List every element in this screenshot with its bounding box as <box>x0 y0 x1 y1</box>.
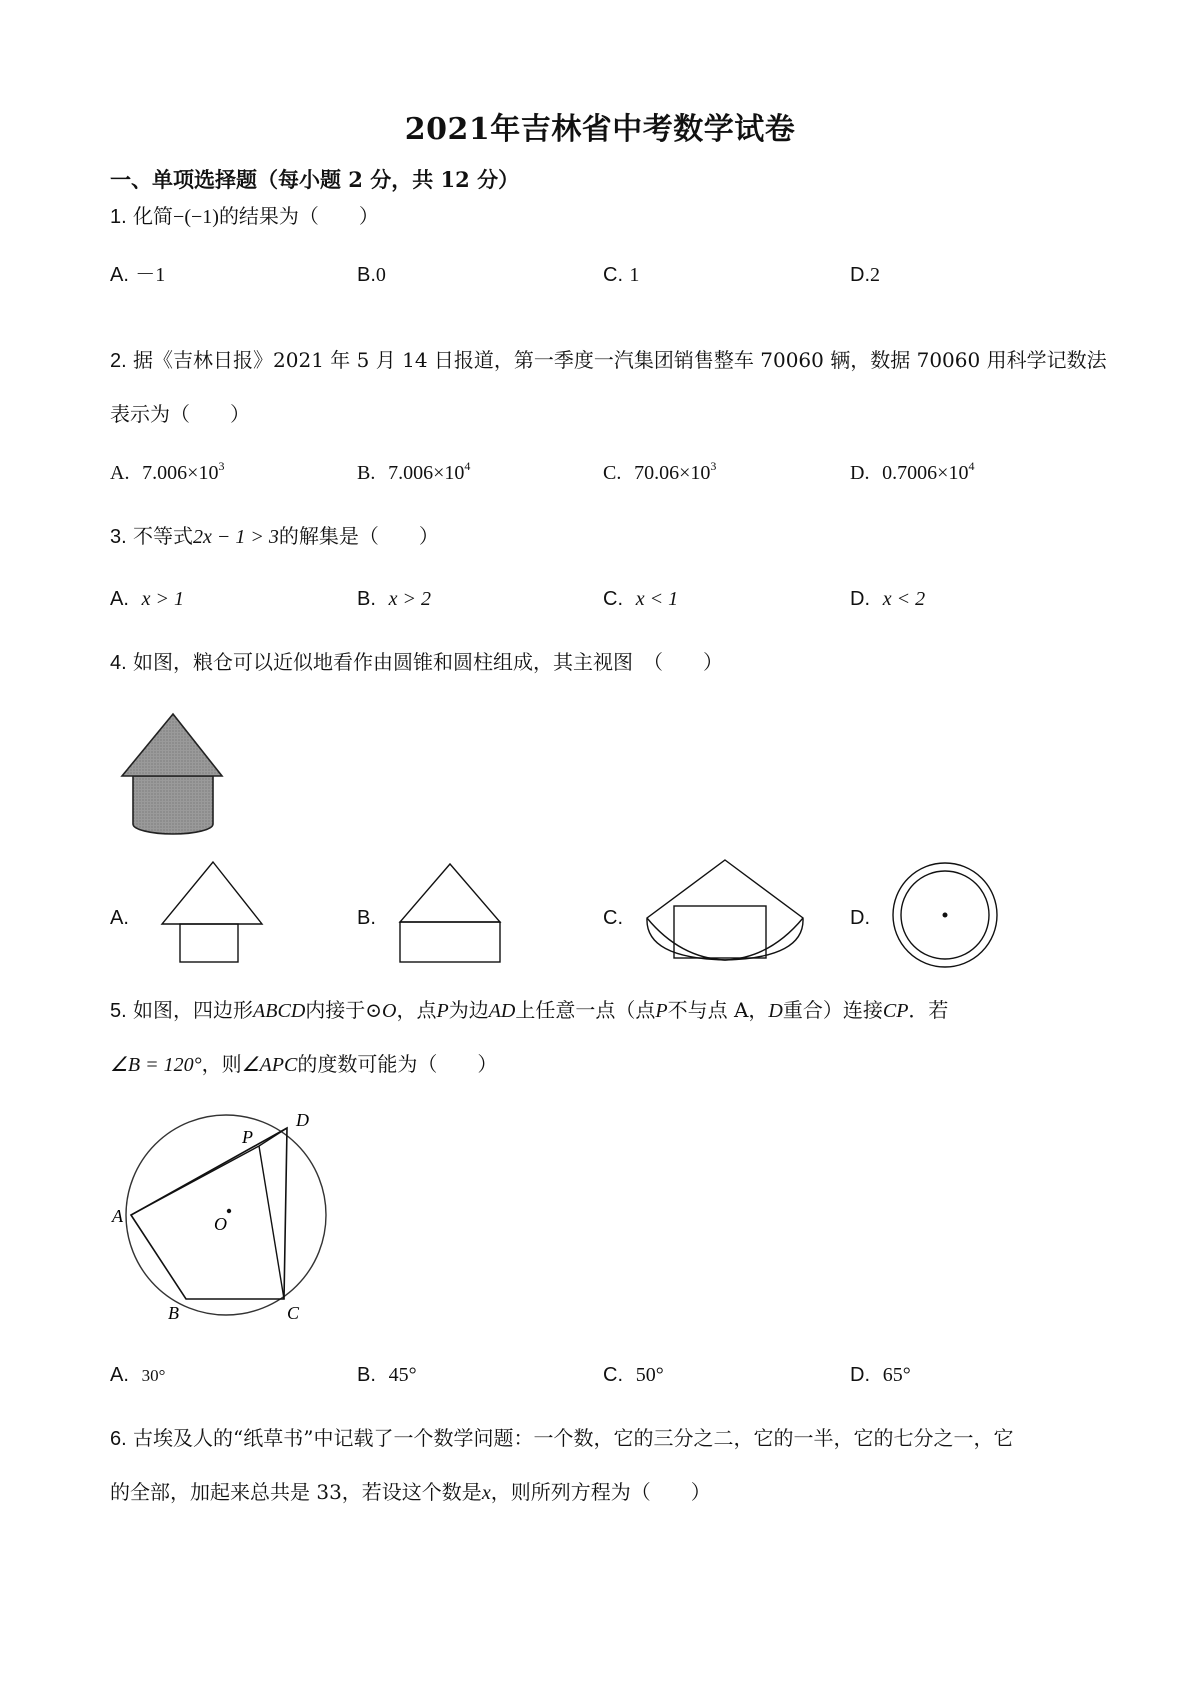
option-value: x > 1 <box>141 588 184 610</box>
option-label: D. <box>850 588 870 610</box>
question-text: ．若 <box>908 998 949 1022</box>
option-label: B. <box>357 462 376 484</box>
question-5 <box>110 1000 948 1021</box>
question-6 <box>110 1428 1014 1449</box>
option-exponent: 3 <box>710 459 717 473</box>
option-value: 65° <box>882 1364 911 1386</box>
math-expression: D <box>768 1000 783 1022</box>
question-text: 的度数可能为（ ） <box>297 1052 498 1076</box>
option-exponent: 4 <box>968 459 975 473</box>
question-text: 的结果为（ ） <box>218 204 379 228</box>
question-number: 1. <box>110 206 127 228</box>
cone-roof <box>122 714 222 776</box>
option-b[interactable] <box>357 1364 417 1385</box>
option-d[interactable] <box>850 588 925 609</box>
question-text: ，则所列方程为（ ） <box>490 1480 711 1504</box>
question-number: 3. <box>110 526 127 548</box>
option-value: 7.006×10 <box>388 462 465 484</box>
option-c[interactable] <box>603 459 717 484</box>
math-expression: 2x − 1 > 3 <box>193 526 279 548</box>
question-text: 上任意一点（点 <box>515 998 656 1022</box>
option-c[interactable] <box>603 1364 664 1385</box>
option-c[interactable] <box>603 908 623 928</box>
question-text: 古埃及人的“纸草书”中记载了一个数学问题：一个数，它的三分之二，它的一半，它的七分之一，它 <box>133 1426 1014 1450</box>
math-expression: ∠B = 120° <box>110 1054 202 1076</box>
option-d-figure <box>890 860 1000 970</box>
option-value: 45° <box>388 1364 417 1386</box>
option-value: x < 2 <box>882 588 926 610</box>
option-a[interactable] <box>110 1364 165 1385</box>
option-exponent: 3 <box>218 459 225 473</box>
option-label: A. <box>110 1364 129 1386</box>
math-expression: −(−1) <box>173 206 219 228</box>
question-text: 的全部，加起来总共是 33，若设这个数是 <box>110 1480 482 1504</box>
question-text: 的解集是（ ） <box>278 524 439 548</box>
option-a[interactable] <box>110 908 129 928</box>
question-text: 内接于⊙ <box>305 998 383 1022</box>
option-value: 50° <box>635 1364 664 1386</box>
math-expression: P <box>436 1000 449 1022</box>
option-value: 2 <box>870 264 880 286</box>
option-label: A. <box>110 588 129 610</box>
math-expression: CP <box>882 1000 909 1022</box>
option-c[interactable] <box>603 588 678 609</box>
option-d[interactable] <box>850 1364 911 1385</box>
math-expression: ABCD <box>253 1000 306 1022</box>
option-value: x < 1 <box>635 588 679 610</box>
option-value: 0 <box>375 264 386 286</box>
math-expression: ∠APC <box>241 1054 298 1076</box>
question-2 <box>110 350 1107 371</box>
question-5-line-2 <box>110 1054 497 1075</box>
cylinder-body <box>133 776 213 834</box>
option-label: C. <box>603 264 623 286</box>
option-b[interactable] <box>357 908 376 928</box>
question-text: 据《吉林日报》2021 年 5 月 14 日报道，第一季度一汽集团销售整车 70060 辆，数据 70060 用科学记数法 <box>133 348 1107 372</box>
question-number: 5. <box>110 1000 127 1022</box>
option-label: B. <box>357 907 376 929</box>
question-number: 2. <box>110 350 127 372</box>
label-a: A <box>112 1206 123 1226</box>
math-expression: O <box>382 1000 397 1022</box>
question-text: 不等式 <box>133 524 194 548</box>
option-label: B. <box>357 264 376 286</box>
label-o: O <box>214 1214 227 1234</box>
option-value: x > 2 <box>388 588 431 610</box>
question-2-line-2: 表示为（ ） <box>110 402 250 426</box>
option-label: C. <box>603 462 622 484</box>
option-a[interactable] <box>110 459 225 484</box>
option-value: －1 <box>135 264 166 286</box>
page-title: 2021年吉林省中考数学试卷 <box>404 112 796 147</box>
question-6-line-2 <box>110 1482 711 1503</box>
option-label: C. <box>603 1364 623 1386</box>
option-label: C. <box>603 907 623 929</box>
option-value: 70.06×10 <box>634 462 711 484</box>
option-label: A. <box>110 264 129 286</box>
question-text: 化简 <box>133 204 174 228</box>
option-label: A. <box>110 907 129 929</box>
option-value: 0.7006×10 <box>882 462 969 484</box>
option-b[interactable] <box>357 588 431 609</box>
option-label: A. <box>110 462 130 484</box>
question-4 <box>110 652 723 673</box>
option-label: D. <box>850 462 870 484</box>
question-1 <box>110 206 379 227</box>
option-value: 1 <box>629 264 640 286</box>
option-label: D. <box>850 264 870 286</box>
option-label: D. <box>850 907 870 929</box>
option-a[interactable] <box>110 264 165 285</box>
inscribed-quadrilateral-figure <box>110 1112 350 1332</box>
option-a[interactable] <box>110 588 184 609</box>
option-label: B. <box>357 588 376 610</box>
granary-figure <box>118 712 228 842</box>
math-expression: x <box>481 1482 491 1504</box>
option-d[interactable] <box>850 908 870 928</box>
label-d: D <box>296 1110 309 1130</box>
question-text: 如图，粮仓可以近似地看作由圆锥和圆柱组成，其主视图 （ ） <box>133 650 724 674</box>
option-d[interactable] <box>850 459 975 484</box>
question-text: 为边 <box>448 998 489 1022</box>
option-c[interactable] <box>603 264 639 285</box>
option-b[interactable] <box>357 459 471 484</box>
label-c: C <box>287 1303 300 1323</box>
question-text: 不与点 A， <box>667 998 769 1022</box>
question-number: 4. <box>110 652 127 674</box>
math-expression: P <box>655 1000 668 1022</box>
option-exponent: 4 <box>464 459 471 473</box>
question-3 <box>110 526 439 547</box>
question-text: 重合）连接 <box>782 998 883 1022</box>
option-c-figure <box>640 858 810 968</box>
option-label: D. <box>850 1364 870 1386</box>
question-number: 6. <box>110 1428 127 1450</box>
math-expression: AD <box>488 1000 516 1022</box>
question-text: ，点 <box>396 998 437 1022</box>
option-value: 7.006×10 <box>142 462 219 484</box>
label-p: P <box>242 1127 253 1147</box>
option-label: C. <box>603 588 623 610</box>
question-text: 如图，四边形 <box>133 998 254 1022</box>
option-b-figure <box>398 862 508 972</box>
option-label: B. <box>357 1364 376 1386</box>
label-b: B <box>168 1303 179 1323</box>
option-b[interactable] <box>357 264 386 285</box>
option-d[interactable] <box>850 264 880 285</box>
option-a-figure <box>158 860 268 970</box>
section-heading: 一、单项选择题（每小题 2 分，共 12 分） <box>110 167 520 192</box>
option-value: 30° <box>141 1366 166 1385</box>
question-text: ，则 <box>201 1052 242 1076</box>
